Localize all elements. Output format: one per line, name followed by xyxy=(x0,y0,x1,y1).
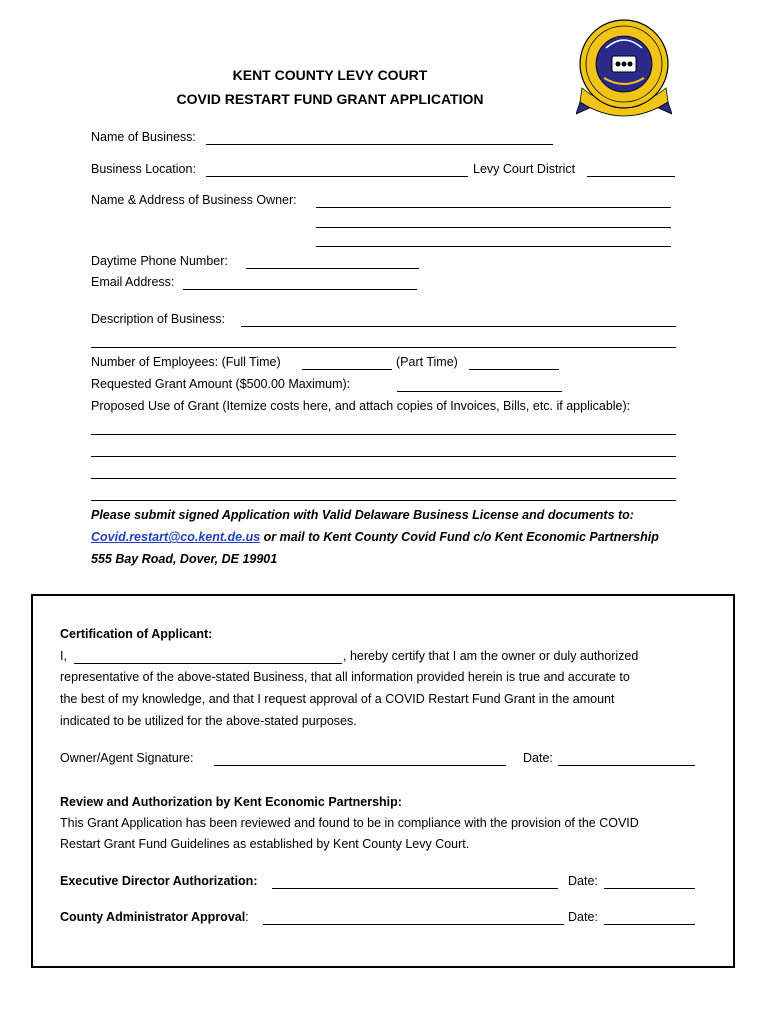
review-text-line1: This Grant Application has been reviewed and found to be in compliance with the provision of the COVID xyxy=(60,816,639,830)
grant-amount-label: Requested Grant Amount ($500.00 Maximum): xyxy=(91,377,351,391)
owner-label: Name & Address of Business Owner: xyxy=(91,193,297,207)
submission-address: 555 Bay Road, Dover, DE 19901 xyxy=(91,552,278,566)
review-heading: Review and Authorization by Kent Economic Partnership: xyxy=(60,795,402,809)
business-name-label: Name of Business: xyxy=(91,130,196,144)
phone-field[interactable] xyxy=(246,268,419,269)
proposed-use-line3[interactable] xyxy=(91,478,676,479)
applicant-name-field[interactable] xyxy=(74,663,342,664)
exec-director-label: Executive Director Authorization: xyxy=(60,874,258,888)
business-location-field[interactable] xyxy=(206,176,468,177)
form-title-line2: COVID RESTART FUND GRANT APPLICATION xyxy=(176,91,484,107)
description-label: Description of Business: xyxy=(91,312,226,326)
submission-instructions-line2 xyxy=(91,530,659,545)
part-time-label: (Part Time) xyxy=(396,355,458,369)
certify-text-line4: indicated to be utilized for the above-stated purposes. xyxy=(60,714,357,728)
proposed-use-line2[interactable] xyxy=(91,456,676,457)
submission-email-link[interactable]: Covid.restart@co.kent.de.us xyxy=(91,530,261,544)
part-time-field[interactable] xyxy=(469,369,559,370)
description-field-line2[interactable] xyxy=(91,347,676,348)
admin-approval-colon: : xyxy=(245,910,249,924)
signature-label: Owner/Agent Signature: xyxy=(60,751,194,765)
submission-mail-text: or mail to Kent County Covid Fund c/o Kent Economic Partnership xyxy=(260,530,659,544)
certify-text-line1: , hereby certify that I am the owner or duly authorized xyxy=(343,649,639,663)
owner-field-line2[interactable] xyxy=(316,227,671,228)
employees-label: Number of Employees: (Full Time) xyxy=(91,355,281,369)
proposed-use-line4[interactable] xyxy=(91,500,676,501)
form-title-line1: KENT COUNTY LEVY COURT xyxy=(232,67,428,83)
email-field[interactable] xyxy=(183,289,417,290)
business-location-label: Business Location: xyxy=(91,162,196,176)
district-label: Levy Court District xyxy=(473,162,576,176)
admin-approval-text: County Administrator Approval xyxy=(60,910,246,924)
email-label: Email Address: xyxy=(91,275,175,289)
admin-date-field[interactable] xyxy=(604,924,695,925)
signature-date-field[interactable] xyxy=(558,765,695,766)
district-field[interactable] xyxy=(587,176,675,177)
owner-field-line3[interactable] xyxy=(316,246,671,247)
business-name-field[interactable] xyxy=(206,144,553,145)
exec-date-label: Date: xyxy=(568,874,598,888)
full-time-field[interactable] xyxy=(302,369,392,370)
grant-amount-field[interactable] xyxy=(397,391,562,392)
description-field-line1[interactable] xyxy=(241,326,676,327)
certify-i-label: I, xyxy=(60,649,67,663)
certify-text-line2: representative of the above-stated Business, that all information provided herein is true and accurate to xyxy=(60,670,630,684)
submission-instructions-line1: Please submit signed Application with Valid Delaware Business License and documents to: xyxy=(91,508,634,522)
phone-label: Daytime Phone Number: xyxy=(91,254,228,268)
signature-date-label: Date: xyxy=(523,751,553,765)
review-text-line2: Restart Grant Fund Guidelines as established by Kent County Levy Court. xyxy=(60,837,470,851)
exec-director-field[interactable] xyxy=(272,888,558,889)
admin-approval-label xyxy=(60,910,249,925)
certify-text-line3: the best of my knowledge, and that I request approval of a COVID Restart Fund Grant in the amount xyxy=(60,692,615,706)
owner-field-line1[interactable] xyxy=(316,207,671,208)
signature-field[interactable] xyxy=(214,765,506,766)
admin-date-label: Date: xyxy=(568,910,598,924)
exec-date-field[interactable] xyxy=(604,888,695,889)
proposed-use-label: Proposed Use of Grant (Itemize costs here, and attach copies of Invoices, Bills, etc. if applicable): xyxy=(91,399,631,413)
proposed-use-line1[interactable] xyxy=(91,434,676,435)
certification-heading: Certification of Applicant: xyxy=(60,627,213,641)
admin-approval-field[interactable] xyxy=(263,924,564,925)
